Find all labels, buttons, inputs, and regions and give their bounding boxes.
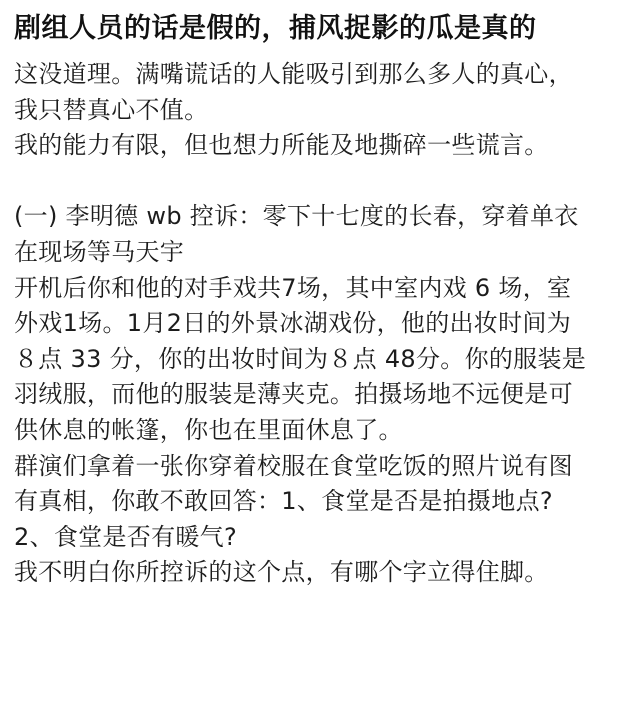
paragraph-line: 外戏1场。1月2日的外景冰湖戏份，他的出妆时间为 xyxy=(14,309,572,338)
paragraph-line: 群演们拿着一张你穿着校服在食堂吃饭的照片说有图 xyxy=(14,451,573,480)
paragraph-line: ８点 33 分，你的出妆时间为８点 48分。你的服装是 xyxy=(14,344,587,373)
paragraph-line: 我不明白你所控诉的这个点，有哪个字立得住脚。 xyxy=(14,558,549,587)
article-title: 剧组人员的话是假的，捕风捉影的瓜是真的 xyxy=(14,13,537,44)
paragraph-line: 我的能力有限，但也想力所能及地撕碎一些谎言。 xyxy=(14,131,549,160)
paragraph-line: 羽绒服，而他的服装是薄夹克。拍摄场地不远便是可 xyxy=(14,380,573,409)
paragraph-line: 我只替真心不值。 xyxy=(14,95,209,124)
paragraph-line: 有真相，你敢不敢回答：1、食堂是否是拍摄地点? xyxy=(14,487,553,516)
section-heading-line: 在现场等马天宇 xyxy=(14,237,185,266)
section-heading-line: (一) 李明德 wb 控诉：零下十七度的长春，穿着单衣 xyxy=(14,202,579,231)
blank-line xyxy=(14,164,622,200)
paragraph-line: 这没道理。满嘴谎话的人能吸引到那么多人的真心， xyxy=(14,60,573,88)
paragraph-line: 2、食堂是否有暖气? xyxy=(14,522,238,551)
paragraph-line: 供休息的帐篷，你也在里面休息了。 xyxy=(14,415,403,444)
paragraph-line: 开机后你和他的对手戏共7场，其中室内戏 6 场，室 xyxy=(14,273,572,302)
